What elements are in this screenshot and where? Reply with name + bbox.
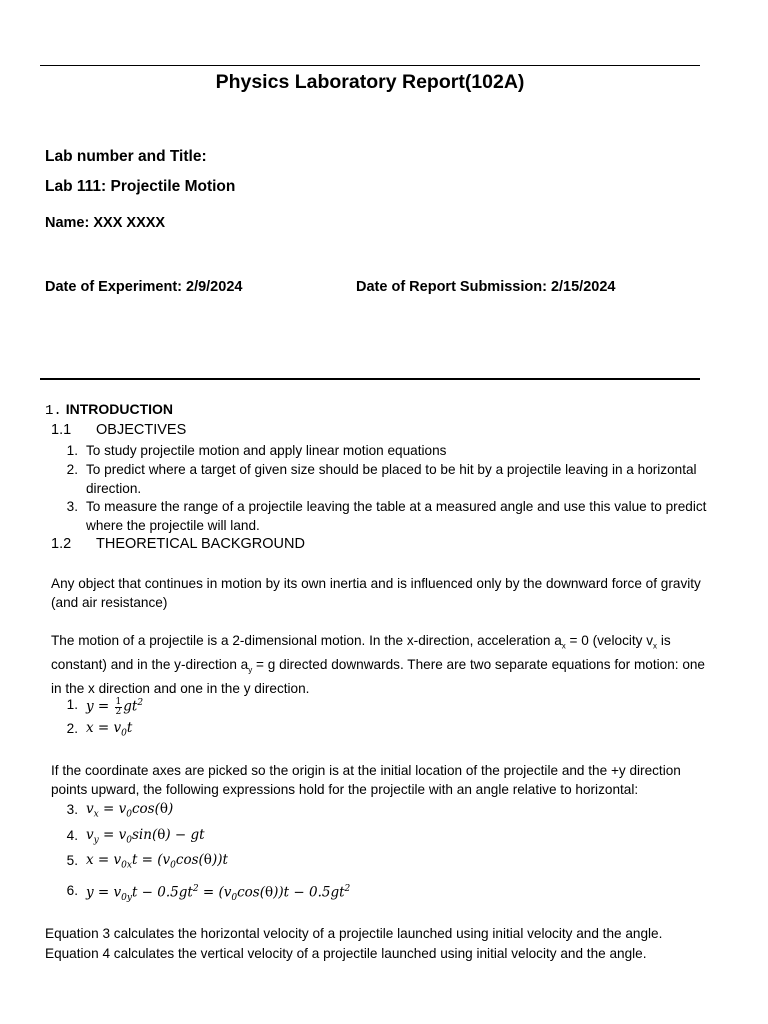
list-text: where the projectile will land. (86, 517, 260, 533)
section-title: INTRODUCTION (65, 401, 174, 417)
list-item (64, 461, 744, 498)
paragraph-equation-notes (45, 925, 662, 964)
paragraph-line: (and air resistance) (51, 594, 168, 610)
list-number: 1. (66, 443, 78, 458)
list-item (64, 442, 744, 461)
equation-item (64, 879, 524, 903)
paragraph-line: constant) and in the y-direction $a_y = g$ directed downwards. There are two separate equations for motion: one (51, 657, 705, 675)
equation-item (64, 850, 464, 872)
lab-title: Lab 111: Projectile Motion (45, 178, 236, 195)
equation-3: $v_x = v_0\cos(\theta)$ (86, 801, 174, 820)
equation-number: 3. (66, 802, 78, 817)
equation-number: 2. (66, 721, 78, 736)
paragraph-line: Equation 4 calculates the vertical velocity of a projectile launched using initial velocity and the angle. (45, 946, 647, 961)
section-rule (40, 378, 700, 380)
equation-1: y = $\frac{1}{2}$ $gt^2$ (86, 696, 144, 717)
paragraph-line: in the x direction and one in the y direction. (51, 681, 310, 697)
date-of-experiment: Date of Experiment: 2/9/2024 (45, 279, 243, 295)
equation-item (64, 799, 464, 821)
paragraph-line: Any object that continues in motion by its own inertia and is influenced only by the downward force of gravity (51, 576, 701, 591)
list-number: 3. (66, 499, 78, 514)
subsection-objectives (51, 422, 186, 438)
list-text: To measure the range of a projectile leaving the table at a measured angle and use this value to predict (86, 499, 707, 514)
equation-number: 5. (66, 853, 78, 868)
equation-number: 6. (66, 883, 78, 898)
lab-heading: Lab number and Title: (45, 148, 207, 165)
paragraph-line: points upward, the following expressions hold for the projectile with an angle relative to horizontal: (51, 781, 639, 797)
subsection-title: OBJECTIVES (96, 422, 187, 438)
top-rule (40, 65, 700, 66)
list-text: To study projectile motion and apply linear motion equations (86, 443, 447, 458)
list-item (64, 498, 744, 535)
equation-5: $x = v_{0x}t = (v_0\cos(\theta))t$ (86, 852, 228, 871)
paragraph-coordinates (51, 762, 681, 799)
paragraph-line: Equation 3 calculates the horizontal velocity of a projectile launched using initial velocity and the angle. (45, 926, 663, 941)
student-name: Name: XXX XXXX (45, 215, 166, 231)
list-number: 2. (66, 462, 78, 477)
subsection-title: THEORETICAL BACKGROUND (96, 536, 305, 552)
equation-number: 4. (66, 828, 78, 843)
equation-6: $y = v_{0y}t - 0.5gt^2 = (v_0\cos(\theta))t - 0.5gt^2$ (86, 884, 351, 904)
subsection-number: 1.1 (51, 422, 72, 438)
paragraph-inertia (51, 575, 701, 612)
paragraph-motion (51, 632, 705, 699)
equation-item (64, 825, 464, 847)
equation-item (64, 718, 364, 740)
equation-item (64, 694, 364, 716)
list-text: To predict where a target of given size should be placed to be hit by a projectile leaving in a horizontal (86, 462, 697, 477)
subsection-theoretical-background (51, 536, 305, 552)
paragraph-line: If the coordinate axes are picked so the origin is at the initial location of the projectile and the +y direction (51, 763, 681, 778)
subsection-number: 1.2 (51, 536, 72, 552)
section-heading-introduction (45, 401, 173, 419)
equation-number: 1. (66, 697, 78, 712)
date-of-submission: Date of Report Submission: 2/15/2024 (356, 279, 616, 295)
equation-4: $v_y = v_0\sin(\theta)$ − gt (86, 827, 205, 846)
section-number: 1. (45, 403, 62, 419)
equation-2: $x = v_0t$ (86, 720, 133, 739)
report-title: Physics Laboratory Report(102A) (215, 71, 525, 93)
paragraph-line: The motion of a projectile is a 2-dimensional motion. In the x-direction, acceleration $a_x = 0$ (velocity $v_x$ is (51, 633, 671, 651)
list-text: direction. (86, 480, 142, 496)
